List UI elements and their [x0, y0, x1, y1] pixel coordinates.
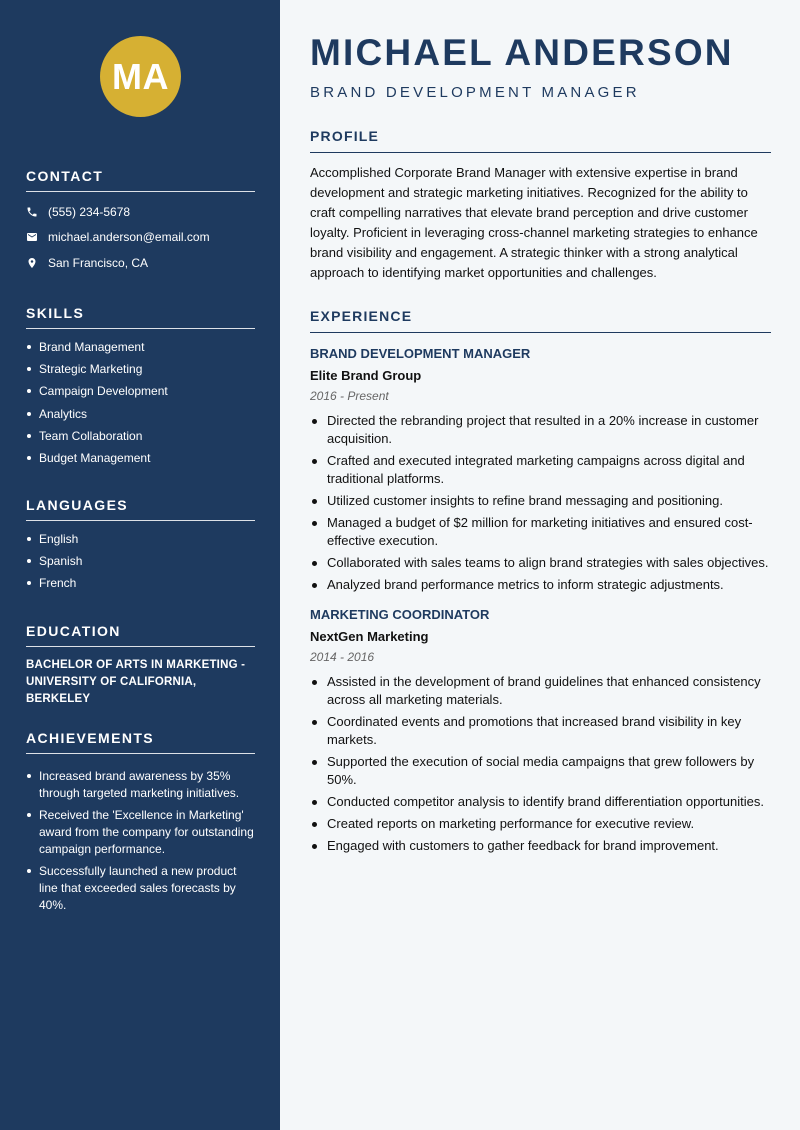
job-title: BRAND DEVELOPMENT MANAGER: [310, 346, 531, 361]
sidebar: [0, 0, 280, 1130]
job-bullet: Created reports on marketing performance for executive review.: [310, 815, 771, 833]
contact-heading: CONTACT: [26, 168, 255, 192]
education-section: [26, 623, 255, 708]
job-title: MARKETING COORDINATOR: [310, 607, 490, 622]
job-bullet: Engaged with customers to gather feedback for brand improvement.: [310, 837, 771, 855]
job-bullet: Supported the execution of social media campaigns that grew followers by 50%.: [310, 753, 771, 789]
profile-heading: PROFILE: [310, 128, 771, 153]
job-bullet: Crafted and executed integrated marketing campaigns across digital and traditional platforms.: [310, 452, 771, 488]
job-dates: 2014 - 2016: [310, 650, 375, 664]
avatar: [100, 36, 181, 117]
achievements-heading: ACHIEVEMENTS: [26, 730, 255, 754]
email-text[interactable]: michael.anderson@email.com: [48, 230, 210, 245]
skill-item: Strategic Marketing: [26, 362, 255, 384]
achievements-section: [26, 730, 255, 919]
education-heading: EDUCATION: [26, 623, 255, 647]
job-bullet: Managed a budget of $2 million for marketing initiatives and ensured cost-effective execution.: [310, 514, 771, 550]
job-bullet: Assisted in the development of brand guidelines that enhanced consistency across all marketing materials.: [310, 673, 771, 709]
job-company: Elite Brand Group: [310, 368, 422, 383]
job-bullet: Conducted competitor analysis to identify brand differentiation opportunities.: [310, 793, 771, 811]
phone-text: (555) 234-5678: [48, 204, 131, 219]
skill-item: Brand Management: [26, 340, 255, 362]
job-bullet: Directed the rebranding project that resulted in a 20% increase in customer acquisition.: [310, 412, 771, 448]
candidate-title: BRAND DEVELOPMENT MANAGER: [310, 84, 640, 101]
language-item: English: [26, 532, 255, 554]
languages-section: [26, 497, 255, 599]
experience-heading: EXPERIENCE: [310, 308, 771, 333]
location-pin-icon: [26, 257, 48, 269]
avatar-initials: MA: [112, 55, 169, 97]
contact-location: [26, 250, 255, 276]
skill-item: Analytics: [26, 407, 255, 429]
job-bullet: Analyzed brand performance metrics to inform strategic adjustments.: [310, 576, 771, 594]
skills-section: [26, 305, 255, 473]
language-item: Spanish: [26, 554, 255, 576]
experience-section: [310, 308, 771, 859]
contact-section: [26, 168, 255, 276]
languages-heading: LANGUAGES: [26, 497, 255, 521]
phone-icon: [26, 206, 48, 218]
contact-email: [26, 225, 255, 251]
job-bullet: Utilized customer insights to refine brand messaging and positioning.: [310, 492, 771, 510]
job-company: NextGen Marketing: [310, 629, 429, 644]
profile-section: [310, 128, 771, 283]
contact-phone: [26, 199, 255, 225]
candidate-name: MICHAEL ANDERSON: [310, 32, 734, 73]
achievement-item: Successfully launched a new product line that exceeded sales forecasts by 40%.: [26, 863, 255, 914]
job-dates: 2016 - Present: [310, 389, 389, 403]
skill-item: Budget Management: [26, 451, 255, 473]
job-entry: [310, 346, 771, 594]
skill-item: Team Collaboration: [26, 429, 255, 451]
location-text: San Francisco, CA: [48, 255, 149, 270]
job-entry: [310, 607, 771, 855]
achievement-item: Increased brand awareness by 35% through targeted marketing initiatives.: [26, 768, 255, 802]
job-bullet: Coordinated events and promotions that increased brand visibility in key markets.: [310, 713, 771, 749]
education-degree: BACHELOR OF ARTS IN MARKETING - UNIVERSITY OF CALIFORNIA, BERKELEY: [26, 659, 246, 705]
profile-text: Accomplished Corporate Brand Manager with extensive expertise in brand development and strategic marketing initiatives. Recognized for the ability to craft compelling narratives that elevate brand perception and drive customer loyalty. Proficient in leveraging cross-channel marketing strategies to enhance brand visibility and engagement. A strategic thinker with a strong analytical approach to identifying market opportunities and challenges.: [310, 165, 758, 280]
achievement-item: Received the 'Excellence in Marketing' award from the company for outstanding campaign performance.: [26, 807, 255, 858]
skill-item: Campaign Development: [26, 384, 255, 406]
skills-heading: SKILLS: [26, 305, 255, 329]
language-item: French: [26, 576, 255, 598]
job-bullet: Collaborated with sales teams to align brand strategies with sales objectives.: [310, 554, 771, 572]
email-icon: [26, 231, 48, 243]
